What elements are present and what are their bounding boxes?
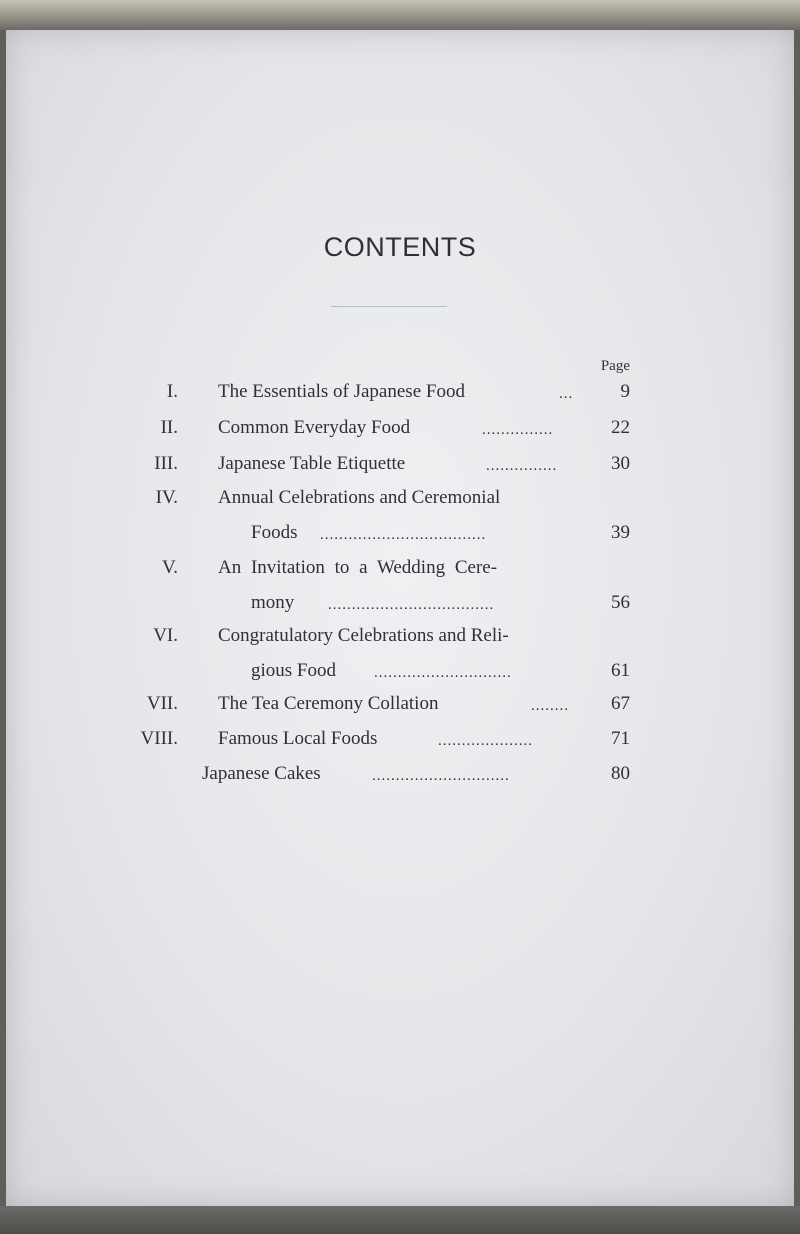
toc-entry-number: VII. — [146, 693, 178, 714]
page-title: CONTENTS — [323, 232, 477, 262]
toc-entry-number: VI. — [153, 625, 178, 646]
toc-entry-title: Japanese Table Etiquette — [218, 453, 406, 474]
toc-entry-title: Annual Celebrations and Ceremonial — [218, 487, 501, 508]
toc-entry-title: Japanese Cakes — [202, 763, 321, 784]
toc-entry-number: III. — [154, 453, 178, 474]
book-edge-bottom — [0, 1206, 800, 1234]
toc-entry-page: 22 — [611, 417, 630, 438]
toc-leader-dots: ................................... — [328, 597, 495, 613]
toc-leader-dots: ............... — [482, 422, 554, 438]
toc-entry-number: VIII. — [140, 728, 178, 749]
toc-entry-title-continued: mony — [251, 592, 295, 613]
toc-leader-dots: ... — [559, 386, 574, 402]
toc-entry-title: The Essentials of Japanese Food — [218, 381, 465, 402]
book-page — [6, 30, 794, 1206]
page-column-label: Page — [600, 358, 630, 374]
toc-leader-dots: ........ — [531, 698, 569, 714]
toc-leader-dots: ................................... — [320, 527, 487, 543]
toc-entry-page: 80 — [611, 763, 630, 784]
toc-entry-number: I. — [166, 381, 178, 402]
toc-leader-dots: .................... — [438, 733, 533, 749]
toc-entry-page: 30 — [611, 453, 630, 474]
toc-entry-title: Congratulatory Celebrations and Reli- — [218, 625, 509, 646]
toc-leader-dots: ............................. — [372, 768, 510, 784]
toc-entry-page: 61 — [611, 660, 630, 681]
toc-leader-dots: ............................. — [374, 665, 512, 681]
toc-entry-title: The Tea Ceremony Collation — [218, 693, 439, 714]
toc-entry-page: 71 — [611, 728, 630, 749]
toc-entry-number: IV. — [155, 487, 178, 508]
toc-entry-title: Famous Local Foods — [218, 728, 378, 749]
toc-entry-number: II. — [160, 417, 178, 438]
toc-entry-title-continued: gious Food — [251, 660, 336, 681]
toc-entry-page: 56 — [611, 592, 630, 613]
toc-entry-page: 9 — [620, 381, 630, 402]
table-of-contents — [6, 30, 794, 1206]
toc-leader-dots: ............... — [486, 458, 558, 474]
toc-entry-page: 67 — [611, 693, 630, 714]
toc-entry-number: V. — [161, 557, 178, 578]
toc-entry-title-continued: Foods — [251, 522, 298, 543]
toc-entry-title: Common Everyday Food — [218, 417, 411, 438]
toc-entry-title: An Invitation to a Wedding Cere- — [218, 557, 498, 578]
book-edge-top — [0, 0, 800, 30]
toc-entry-page: 39 — [611, 522, 630, 543]
